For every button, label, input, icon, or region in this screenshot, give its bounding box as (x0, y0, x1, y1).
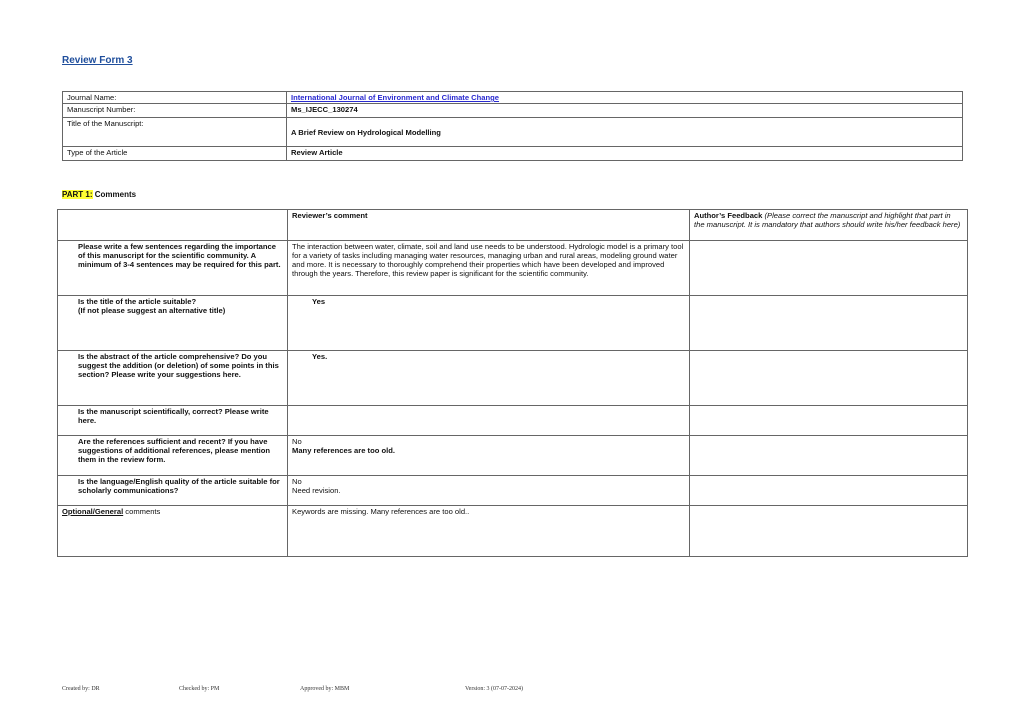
question: Is the abstract of the article comprehensive? Do you suggest the addition (or deletion) of some points in this section? Please write your suggestions here. (58, 351, 288, 406)
journal-link[interactable]: International Journal of Environment and Climate Change (291, 93, 500, 102)
title-value: A Brief Review on Hydrological Modelling (287, 118, 963, 147)
author-feedback-cell[interactable] (690, 241, 968, 296)
comments-table (57, 209, 968, 557)
type-label: Type of the Article (63, 147, 287, 161)
author-feedback-cell[interactable] (690, 296, 968, 351)
reviewer-answer[interactable] (288, 436, 690, 476)
question: Are the references sufficient and recent? If you have suggestions of additional references, please mention them in the review form. (58, 436, 288, 476)
footer-version: Version: 3 (07-07-2024) (465, 686, 523, 692)
number-label: Manuscript Number: (63, 104, 287, 118)
answer-text: Yes. (312, 352, 328, 361)
optional-suffix: comments (123, 507, 161, 516)
reviewer-answer[interactable] (288, 351, 690, 406)
author-feedback-cell[interactable] (690, 351, 968, 406)
author-feedback-cell[interactable] (690, 506, 968, 557)
author-feedback-cell[interactable] (690, 406, 968, 436)
answer-text: No (292, 437, 302, 446)
part-label: PART 1: (62, 190, 93, 199)
answer-text: Yes (312, 297, 326, 306)
reviewer-comment-header: Reviewer’s comment (288, 210, 690, 241)
footer-checked: Checked by: PM (179, 686, 220, 692)
title-label: Title of the Manuscript: (63, 118, 287, 147)
question: Is the manuscript scientifically, correct? Please write here. (58, 406, 288, 436)
author-feedback-cell[interactable] (690, 436, 968, 476)
reviewer-answer[interactable] (288, 296, 690, 351)
optional-comments-label (58, 506, 288, 557)
question: Please write a few sentences regarding the importance of this manuscript for the scientific community. A minimum of 3-4 sentences may be required for this part. (58, 241, 288, 296)
form-title: Review Form 3 (62, 55, 133, 66)
author-feedback-header (690, 210, 968, 241)
part-heading (62, 190, 136, 199)
author-feedback-cell[interactable] (690, 476, 968, 506)
type-value: Review Article (287, 147, 963, 161)
manuscript-info-table (62, 91, 963, 161)
author-feedback-title: Author’s Feedback (694, 211, 763, 220)
reviewer-answer[interactable]: The interaction between water, climate, soil and land use needs to be understood. Hydrologic model is a primary tool for a variety of tasks including managing water resources, managing urban and rural areas, modeling ground water and more. It is necessary to thoroughly comprehend their properties which have been developed and improved through the years. Therefore, this review paper is significant for the scientific community. (288, 241, 690, 296)
footer-approved: Approved by: MBM (300, 686, 350, 692)
footer-created: Created by: DR (62, 686, 100, 692)
part-text: Comments (92, 190, 137, 199)
reviewer-answer[interactable] (288, 406, 690, 436)
number-value: Ms_IJECC_130274 (287, 104, 963, 118)
reviewer-answer[interactable]: No Need revision. (288, 476, 690, 506)
question: Is the language/English quality of the article suitable for scholarly communications? (58, 476, 288, 506)
question: Is the title of the article suitable? (If not please suggest an alternative title) (58, 296, 288, 351)
author-feedback-note: (Please correct the manuscript and highlight that part in the manuscript. It is mandatory that authors should write his/her feedback here) (694, 211, 961, 229)
answer-detail: Many references are too old. (292, 446, 395, 455)
optional-label: Optional/General (62, 507, 124, 516)
journal-label: Journal Name: (63, 92, 287, 104)
optional-answer[interactable]: Keywords are missing. Many references are too old.. (288, 506, 690, 557)
